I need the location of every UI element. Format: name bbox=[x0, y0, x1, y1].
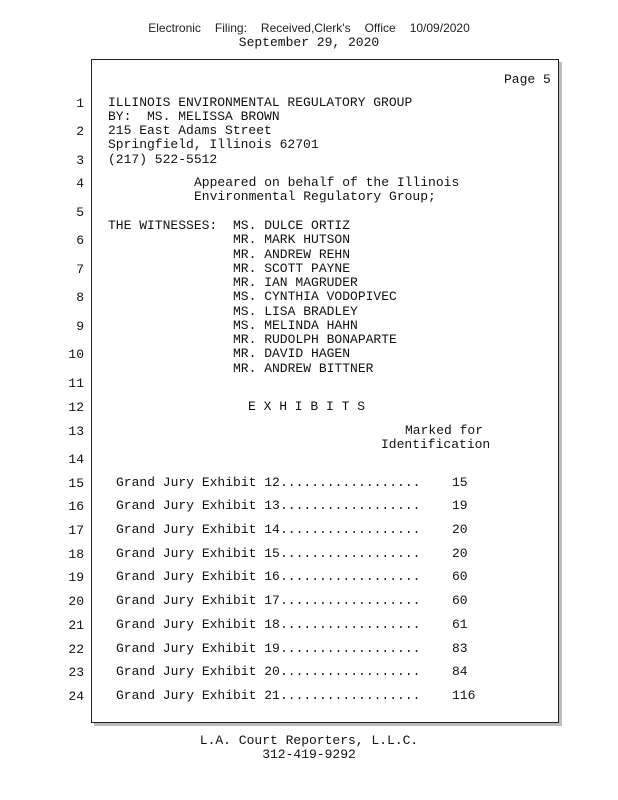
line-number: 21 bbox=[68, 618, 84, 633]
line-number: 16 bbox=[68, 499, 84, 514]
exhibit-leader-dots: .................. bbox=[280, 664, 421, 679]
line-number: 9 bbox=[76, 319, 84, 334]
exhibit-page: 60 bbox=[452, 593, 468, 608]
line-number: 1 bbox=[76, 96, 84, 111]
appearance-street: 215 East Adams Street bbox=[108, 123, 272, 138]
exhibit-leader-dots: .................. bbox=[280, 475, 421, 490]
footer-company: L.A. Court Reporters, L.L.C. bbox=[199, 733, 419, 748]
exhibit-leader-dots: .................. bbox=[280, 617, 421, 632]
witness-name: MS. LISA BRADLEY bbox=[233, 304, 358, 319]
footer-phone: 312-419-9292 bbox=[262, 747, 356, 762]
line-number: 18 bbox=[68, 547, 84, 562]
appearance-behalf: Appeared on behalf of the Illinois bbox=[194, 175, 460, 190]
witness-name: MR. IAN MAGRUDER bbox=[233, 275, 358, 290]
appearance-by: BY: MS. MELISSA BROWN bbox=[108, 109, 280, 124]
exhibit-page: 15 bbox=[452, 475, 468, 490]
line-number: 22 bbox=[68, 642, 84, 657]
exhibit-page: 20 bbox=[452, 522, 468, 537]
exhibit-name: Grand Jury Exhibit 21 bbox=[116, 688, 280, 703]
line-number: 20 bbox=[68, 594, 84, 609]
line-number: 17 bbox=[68, 523, 84, 538]
exhibits-column-head: Identification bbox=[381, 437, 491, 452]
witness-name: MR. RUDOLPH BONAPARTE bbox=[233, 332, 397, 347]
witnesses-label: THE WITNESSES: bbox=[108, 218, 218, 233]
exhibit-leader-dots: .................. bbox=[280, 641, 421, 656]
line-number: 4 bbox=[76, 176, 84, 191]
exhibit-leader-dots: .................. bbox=[280, 522, 421, 537]
exhibit-page: 60 bbox=[452, 569, 468, 584]
exhibit-name: Grand Jury Exhibit 15 bbox=[116, 546, 280, 561]
stamp-word: 10/09/2020 bbox=[409, 21, 470, 35]
exhibit-name: Grand Jury Exhibit 12 bbox=[116, 475, 280, 490]
line-number: 5 bbox=[76, 205, 84, 220]
line-number: 7 bbox=[76, 262, 84, 277]
appearance-org: ILLINOIS ENVIRONMENTAL REGULATORY GROUP bbox=[108, 95, 413, 110]
appearance-behalf: Environmental Regulatory Group; bbox=[194, 189, 436, 204]
line-number: 24 bbox=[68, 689, 84, 704]
line-number: 15 bbox=[68, 476, 84, 491]
exhibits-heading: E X H I B I T S bbox=[248, 399, 366, 414]
exhibit-leader-dots: .................. bbox=[280, 546, 421, 561]
exhibit-page: 84 bbox=[452, 664, 468, 679]
exhibit-leader-dots: .................. bbox=[280, 498, 421, 513]
line-number: 10 bbox=[68, 347, 84, 362]
exhibit-page: 19 bbox=[452, 498, 468, 513]
exhibit-name: Grand Jury Exhibit 16 bbox=[116, 569, 280, 584]
exhibit-name: Grand Jury Exhibit 14 bbox=[116, 522, 280, 537]
exhibit-name: Grand Jury Exhibit 20 bbox=[116, 664, 280, 679]
witness-name: MS. DULCE ORTIZ bbox=[233, 218, 351, 233]
exhibit-page: 20 bbox=[452, 546, 468, 561]
line-number: 23 bbox=[68, 665, 84, 680]
exhibit-name: Grand Jury Exhibit 18 bbox=[116, 617, 280, 632]
electronic-filing-stamp bbox=[0, 21, 618, 35]
appearance-city: Springfield, Illinois 62701 bbox=[108, 137, 319, 152]
stamp-word: Filing: bbox=[214, 21, 247, 35]
exhibit-leader-dots: .................. bbox=[280, 569, 421, 584]
appearance-phone: (217) 522-5512 bbox=[108, 152, 218, 167]
exhibit-leader-dots: .................. bbox=[280, 593, 421, 608]
exhibit-page: 61 bbox=[452, 617, 468, 632]
witness-name: MR. SCOTT PAYNE bbox=[233, 261, 351, 276]
stamp-word: Electronic bbox=[148, 21, 201, 35]
line-number: 14 bbox=[68, 452, 84, 467]
exhibits-column-head: Marked for bbox=[405, 423, 484, 438]
line-number: 13 bbox=[68, 424, 84, 439]
line-number: 19 bbox=[68, 570, 84, 585]
witness-name: MR. ANDREW REHN bbox=[233, 247, 351, 262]
line-number: 2 bbox=[76, 124, 84, 139]
page-number: Page 5 bbox=[504, 72, 551, 87]
exhibit-name: Grand Jury Exhibit 17 bbox=[116, 593, 280, 608]
line-number: 6 bbox=[76, 233, 84, 248]
exhibit-page: 116 bbox=[452, 688, 476, 703]
exhibit-leader-dots: .................. bbox=[280, 688, 421, 703]
witness-name: MS. CYNTHIA VODOPIVEC bbox=[233, 289, 397, 304]
line-number: 11 bbox=[68, 376, 84, 391]
exhibit-page: 83 bbox=[452, 641, 468, 656]
witness-name: MR. DAVID HAGEN bbox=[233, 346, 351, 361]
line-number: 3 bbox=[76, 153, 84, 168]
line-number: 12 bbox=[68, 400, 84, 415]
witness-name: MS. MELINDA HAHN bbox=[233, 318, 358, 333]
exhibit-name: Grand Jury Exhibit 13 bbox=[116, 498, 280, 513]
witness-name: MR. MARK HUTSON bbox=[233, 232, 351, 247]
transcript-date: September 29, 2020 bbox=[238, 35, 380, 50]
stamp-word: Office bbox=[364, 21, 396, 35]
line-number: 8 bbox=[76, 290, 84, 305]
exhibit-name: Grand Jury Exhibit 19 bbox=[116, 641, 280, 656]
stamp-word: Received,Clerk's bbox=[260, 21, 351, 35]
witness-name: MR. ANDREW BITTNER bbox=[233, 361, 374, 376]
